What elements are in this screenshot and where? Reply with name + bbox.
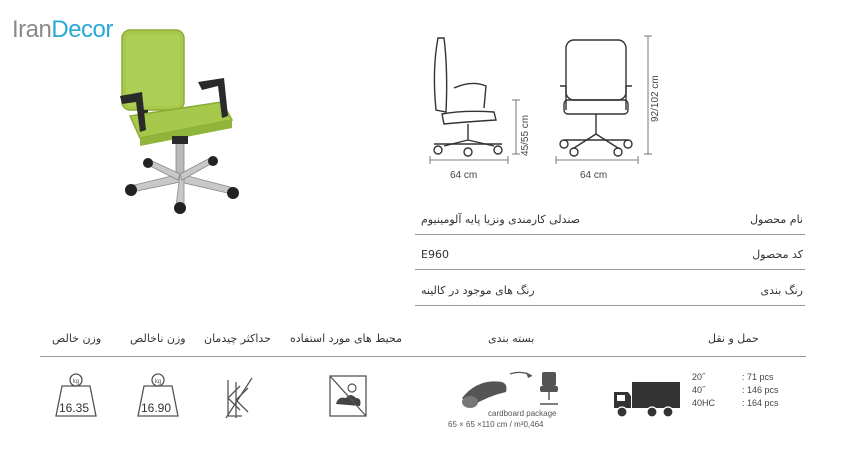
stack-icon xyxy=(222,376,256,420)
spec-row-name xyxy=(415,205,805,235)
spec-label: کد محصول xyxy=(752,248,803,261)
header-max-stack: حداکثر چیدمان xyxy=(204,332,271,345)
shipping-row xyxy=(692,372,802,385)
shipping-row xyxy=(692,385,802,398)
total-height-label: 92/102 cm xyxy=(650,75,661,122)
container-count: : 164 pcs xyxy=(742,398,779,408)
header-gross-weight: وزن ناخالص xyxy=(130,332,186,345)
package-title: cardboard package xyxy=(488,409,557,418)
seat-height-label: 45/55 cm xyxy=(520,114,531,156)
shipping-table xyxy=(692,372,802,411)
weight-unit: kg xyxy=(154,379,162,385)
package-icon xyxy=(458,368,568,410)
side-view-diagram xyxy=(424,30,534,180)
header-net-weight: وزن خالص xyxy=(52,332,102,345)
container-type: 40HC xyxy=(692,398,716,408)
spec-label: نام محصول xyxy=(750,213,803,226)
spec-row-code xyxy=(415,240,805,270)
header-environment: محیط های مورد استفاده xyxy=(290,332,402,345)
indoor-use-icon xyxy=(328,374,368,418)
net-weight-value: 16.35 xyxy=(59,401,90,415)
front-view-diagram xyxy=(552,30,662,180)
package-size: 65 × 65 ×110 cm / m³0,464 xyxy=(448,420,544,429)
spec-label: رنگ بندی xyxy=(760,284,803,297)
front-width-label: 64 cm xyxy=(580,170,608,181)
gross-weight-value: 16.90 xyxy=(141,401,172,415)
spec-value: E960 xyxy=(421,248,449,261)
spec-row-colors xyxy=(415,276,805,306)
side-width-label: 64 cm xyxy=(450,170,478,181)
brand-name-part2: Decor xyxy=(51,16,113,43)
header-packaging: بسته بندی xyxy=(488,332,535,345)
spec-value: صندلی کارمندی ونزیا پایه آلومینیوم xyxy=(421,213,581,226)
brand-logo xyxy=(12,16,113,44)
chair-product-image xyxy=(112,24,252,220)
container-count: : 71 pcs xyxy=(742,372,774,382)
weight-unit: kg xyxy=(72,379,80,385)
container-count: : 146 pcs xyxy=(742,385,779,395)
divider xyxy=(40,356,806,357)
header-transport: حمل و نقل xyxy=(708,332,759,345)
truck-icon xyxy=(612,380,682,420)
container-type: 20˝ xyxy=(692,372,706,382)
brand-name-part1: Iran xyxy=(12,16,52,43)
spec-value: رنگ های موجود در کالینه xyxy=(421,284,535,297)
container-type: 40˝ xyxy=(692,385,706,395)
shipping-row xyxy=(692,398,802,411)
